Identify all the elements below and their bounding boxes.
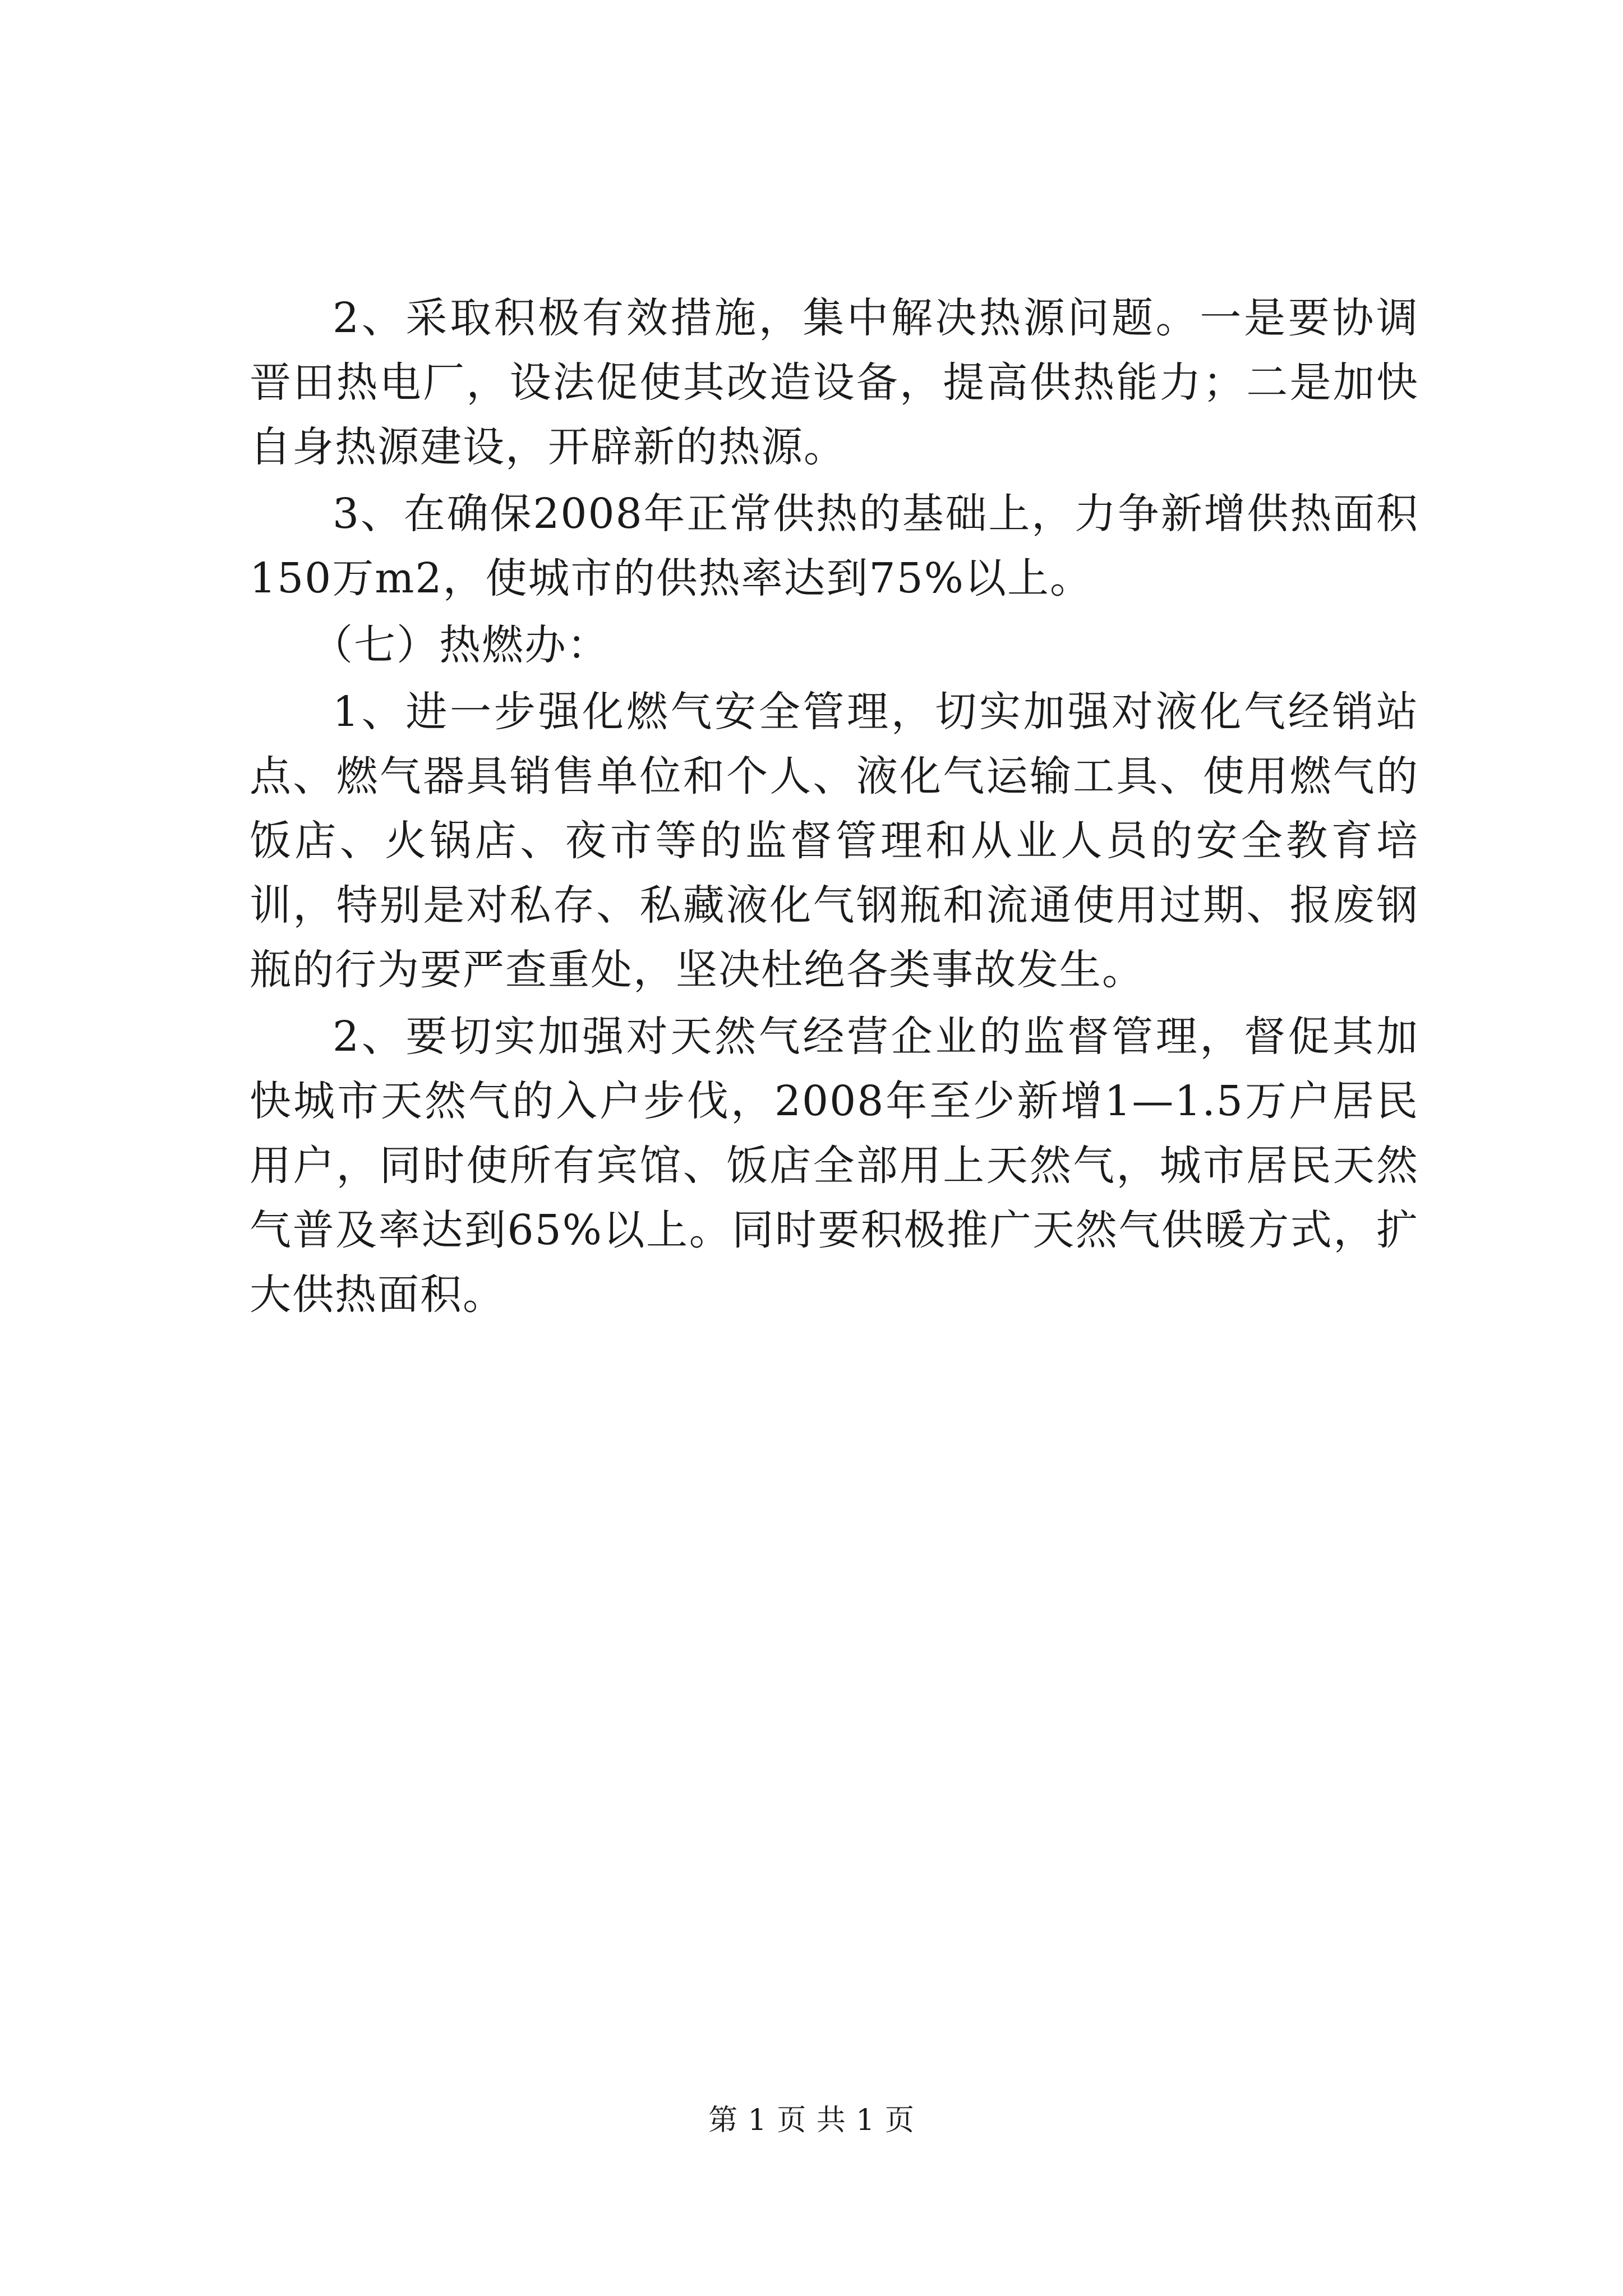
paragraph-natural-gas-supervision: 2、要切实加强对天然气经营企业的监督管理，督促其加快城市天然气的入户步伐，2008年至少新增1—1.5万户居民用户，同时使所有宾馆、饭店全部用上天然气，城市居民天然气普及率达到65%以上。同时要积极推广天然气供暖方式，扩大供热面积。: [250, 1013, 1419, 1319]
paragraph-gas-safety-management: 1、进一步强化燃气安全管理，切实加强对液化气经销站点、燃气器具销售单位和个人、液化气运输工具、使用燃气的饭店、火锅店、夜市等的监督管理和从业人员的安全教育培训，特别是对私存、私藏液化气钢瓶和流通使用过期、报废钢瓶的行为要严查重处，坚决杜绝各类事故发生。: [250, 688, 1419, 994]
page-number-footer: 第 1 页 共 1 页: [708, 2104, 915, 2137]
paragraph-heating-area-target: 3、在确保2008年正常供热的基础上，力争新增供热面积150万m2，使城市的供热率达到75%以上。: [250, 490, 1419, 602]
section-heading-heat-gas-office: （七）热燃办：: [311, 621, 610, 669]
paragraph-heat-source-measures: 2、采取积极有效措施，集中解决热源问题。一是要协调晋田热电厂，设法促使其改造设备，提高供热能力；二是加快自身热源建设，开辟新的热源。: [250, 294, 1419, 471]
document-body: [250, 286, 1419, 1327]
